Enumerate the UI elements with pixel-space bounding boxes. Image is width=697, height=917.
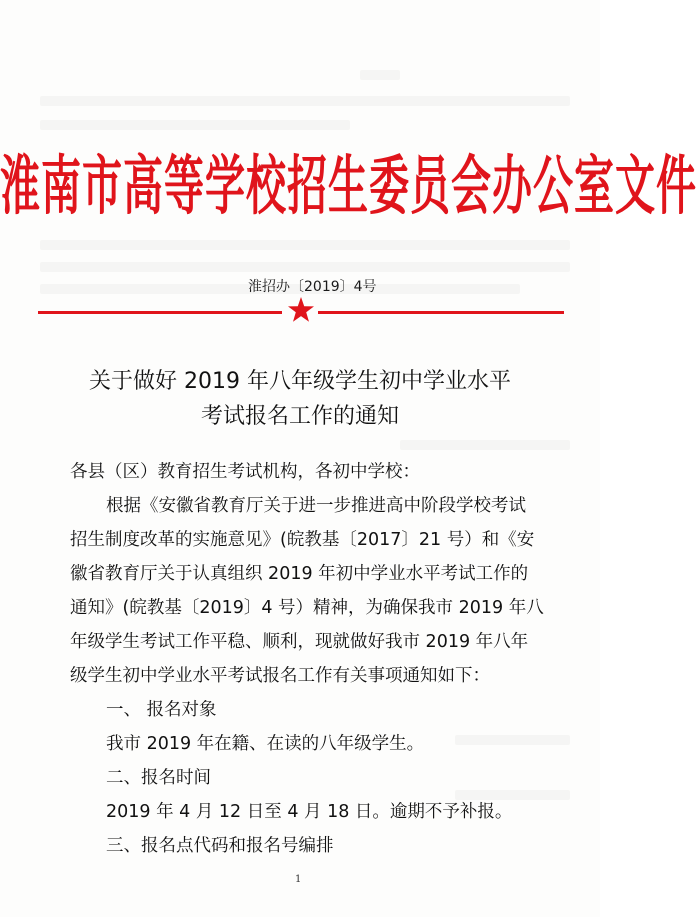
bleed-through-mark — [400, 440, 570, 450]
document-header-title: 淮南市高等学校招生委员会办公室文件 — [0, 148, 697, 224]
section-heading: 二、报名时间 — [106, 768, 211, 788]
document-number: 淮招办〔2019〕4号 — [248, 279, 377, 295]
bleed-through-mark — [455, 735, 570, 745]
paragraph-line: 招生制度改革的实施意见》(皖教基〔2017〕21 号）和《安 — [70, 530, 535, 550]
bleed-through-mark — [360, 70, 400, 80]
header-divider-right — [318, 311, 564, 314]
section-heading: 三、报名点代码和报名号编排 — [106, 836, 334, 856]
paragraph-line: 通知》(皖教基〔2019〕4 号）精神，为确保我市 2019 年八 — [70, 598, 544, 618]
bleed-through-mark — [40, 262, 570, 272]
paragraph-line: 年级学生考试工作平稳、顺利，现就做好我市 2019 年八年 — [70, 632, 529, 652]
salutation: 各县（区）教育招生考试机构，各初中学校： — [70, 462, 420, 482]
bleed-through-mark — [40, 120, 350, 130]
star-icon — [287, 296, 315, 324]
notice-title-line-1: 关于做好 2019 年八年级学生初中学业水平 — [89, 369, 511, 394]
bleed-through-mark — [40, 240, 570, 250]
paragraph-line: 根据《安徽省教育厅关于进一步推进高中阶段学校考试 — [106, 496, 526, 516]
bleed-through-mark — [455, 790, 570, 800]
paragraph-line: 徽省教育厅关于认真组织 2019 年初中学业水平考试工作的 — [70, 564, 529, 584]
notice-title-line-2: 考试报名工作的通知 — [200, 404, 399, 429]
page-number: 1 — [295, 874, 302, 885]
bleed-through-mark — [40, 96, 570, 106]
section-heading: 一、 报名对象 — [106, 700, 217, 720]
paragraph-line: 级学生初中学业水平考试报名工作有关事项通知如下： — [70, 666, 490, 686]
header-divider-left — [38, 311, 282, 314]
section-content: 2019 年 4 月 12 日至 4 月 18 日。逾期不予补报。 — [106, 802, 513, 822]
section-content: 我市 2019 年在籍、在读的八年级学生。 — [106, 734, 425, 754]
